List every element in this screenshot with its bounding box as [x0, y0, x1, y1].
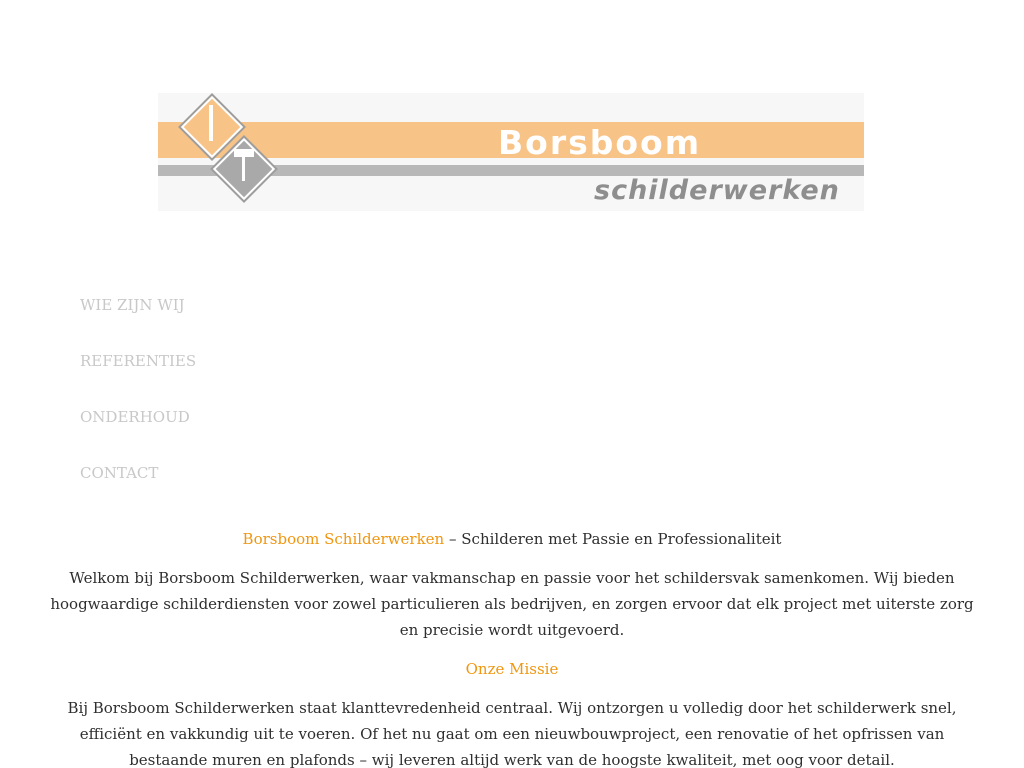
nav-item-contact[interactable]: CONTACT: [80, 464, 159, 482]
paint-roller-icon: [234, 149, 254, 157]
welcome-paragraph: Welkom bij Borsboom Schilderwerken, waar vakmanschap en passie voor het schildersvak samenkomen. Wij bieden hoogwaardige schilderdiensten voor zowel particulieren als bedrijven, en zorgen ervoor dat elk project met uiterste zorg en precisie wordt uitgevoerd.: [50, 569, 974, 639]
mission-paragraph: Bij Borsboom Schilderwerken staat klanttevredenheid centraal. Wij ontzorgen u volledig door het schilderwerk snel, efficiënt en vakkundig uit te voeren. Of het nu gaat om een nieuwbouwproject, een renovatie of het opfrissen van bestaande muren en plafonds – wij leveren altijd werk van de hoogste kwaliteit, met oog voor detail.: [67, 699, 957, 768]
nav-item-referenties[interactable]: REFERENTIES: [80, 352, 197, 370]
nav-item-wie-zijn-wij[interactable]: WIE ZIJN WIJ: [80, 296, 185, 314]
nav-item-onderhoud[interactable]: ONDERHOUD: [80, 408, 190, 426]
main-content: [50, 526, 974, 768]
paintbrush-icon: [209, 105, 213, 141]
intro-brand: Borsboom Schilderwerken: [242, 530, 445, 548]
mission-heading: Onze Missie: [465, 660, 559, 678]
paint-roller-handle: [242, 157, 245, 181]
logo[interactable]: [158, 93, 864, 211]
main-nav: [80, 296, 196, 520]
logo-subtitle: schilderwerken: [594, 175, 840, 206]
intro-line: [50, 526, 974, 552]
logo-title: Borsboom: [498, 123, 702, 162]
intro-tagline: – Schilderen met Passie en Professionaliteit: [444, 530, 782, 548]
